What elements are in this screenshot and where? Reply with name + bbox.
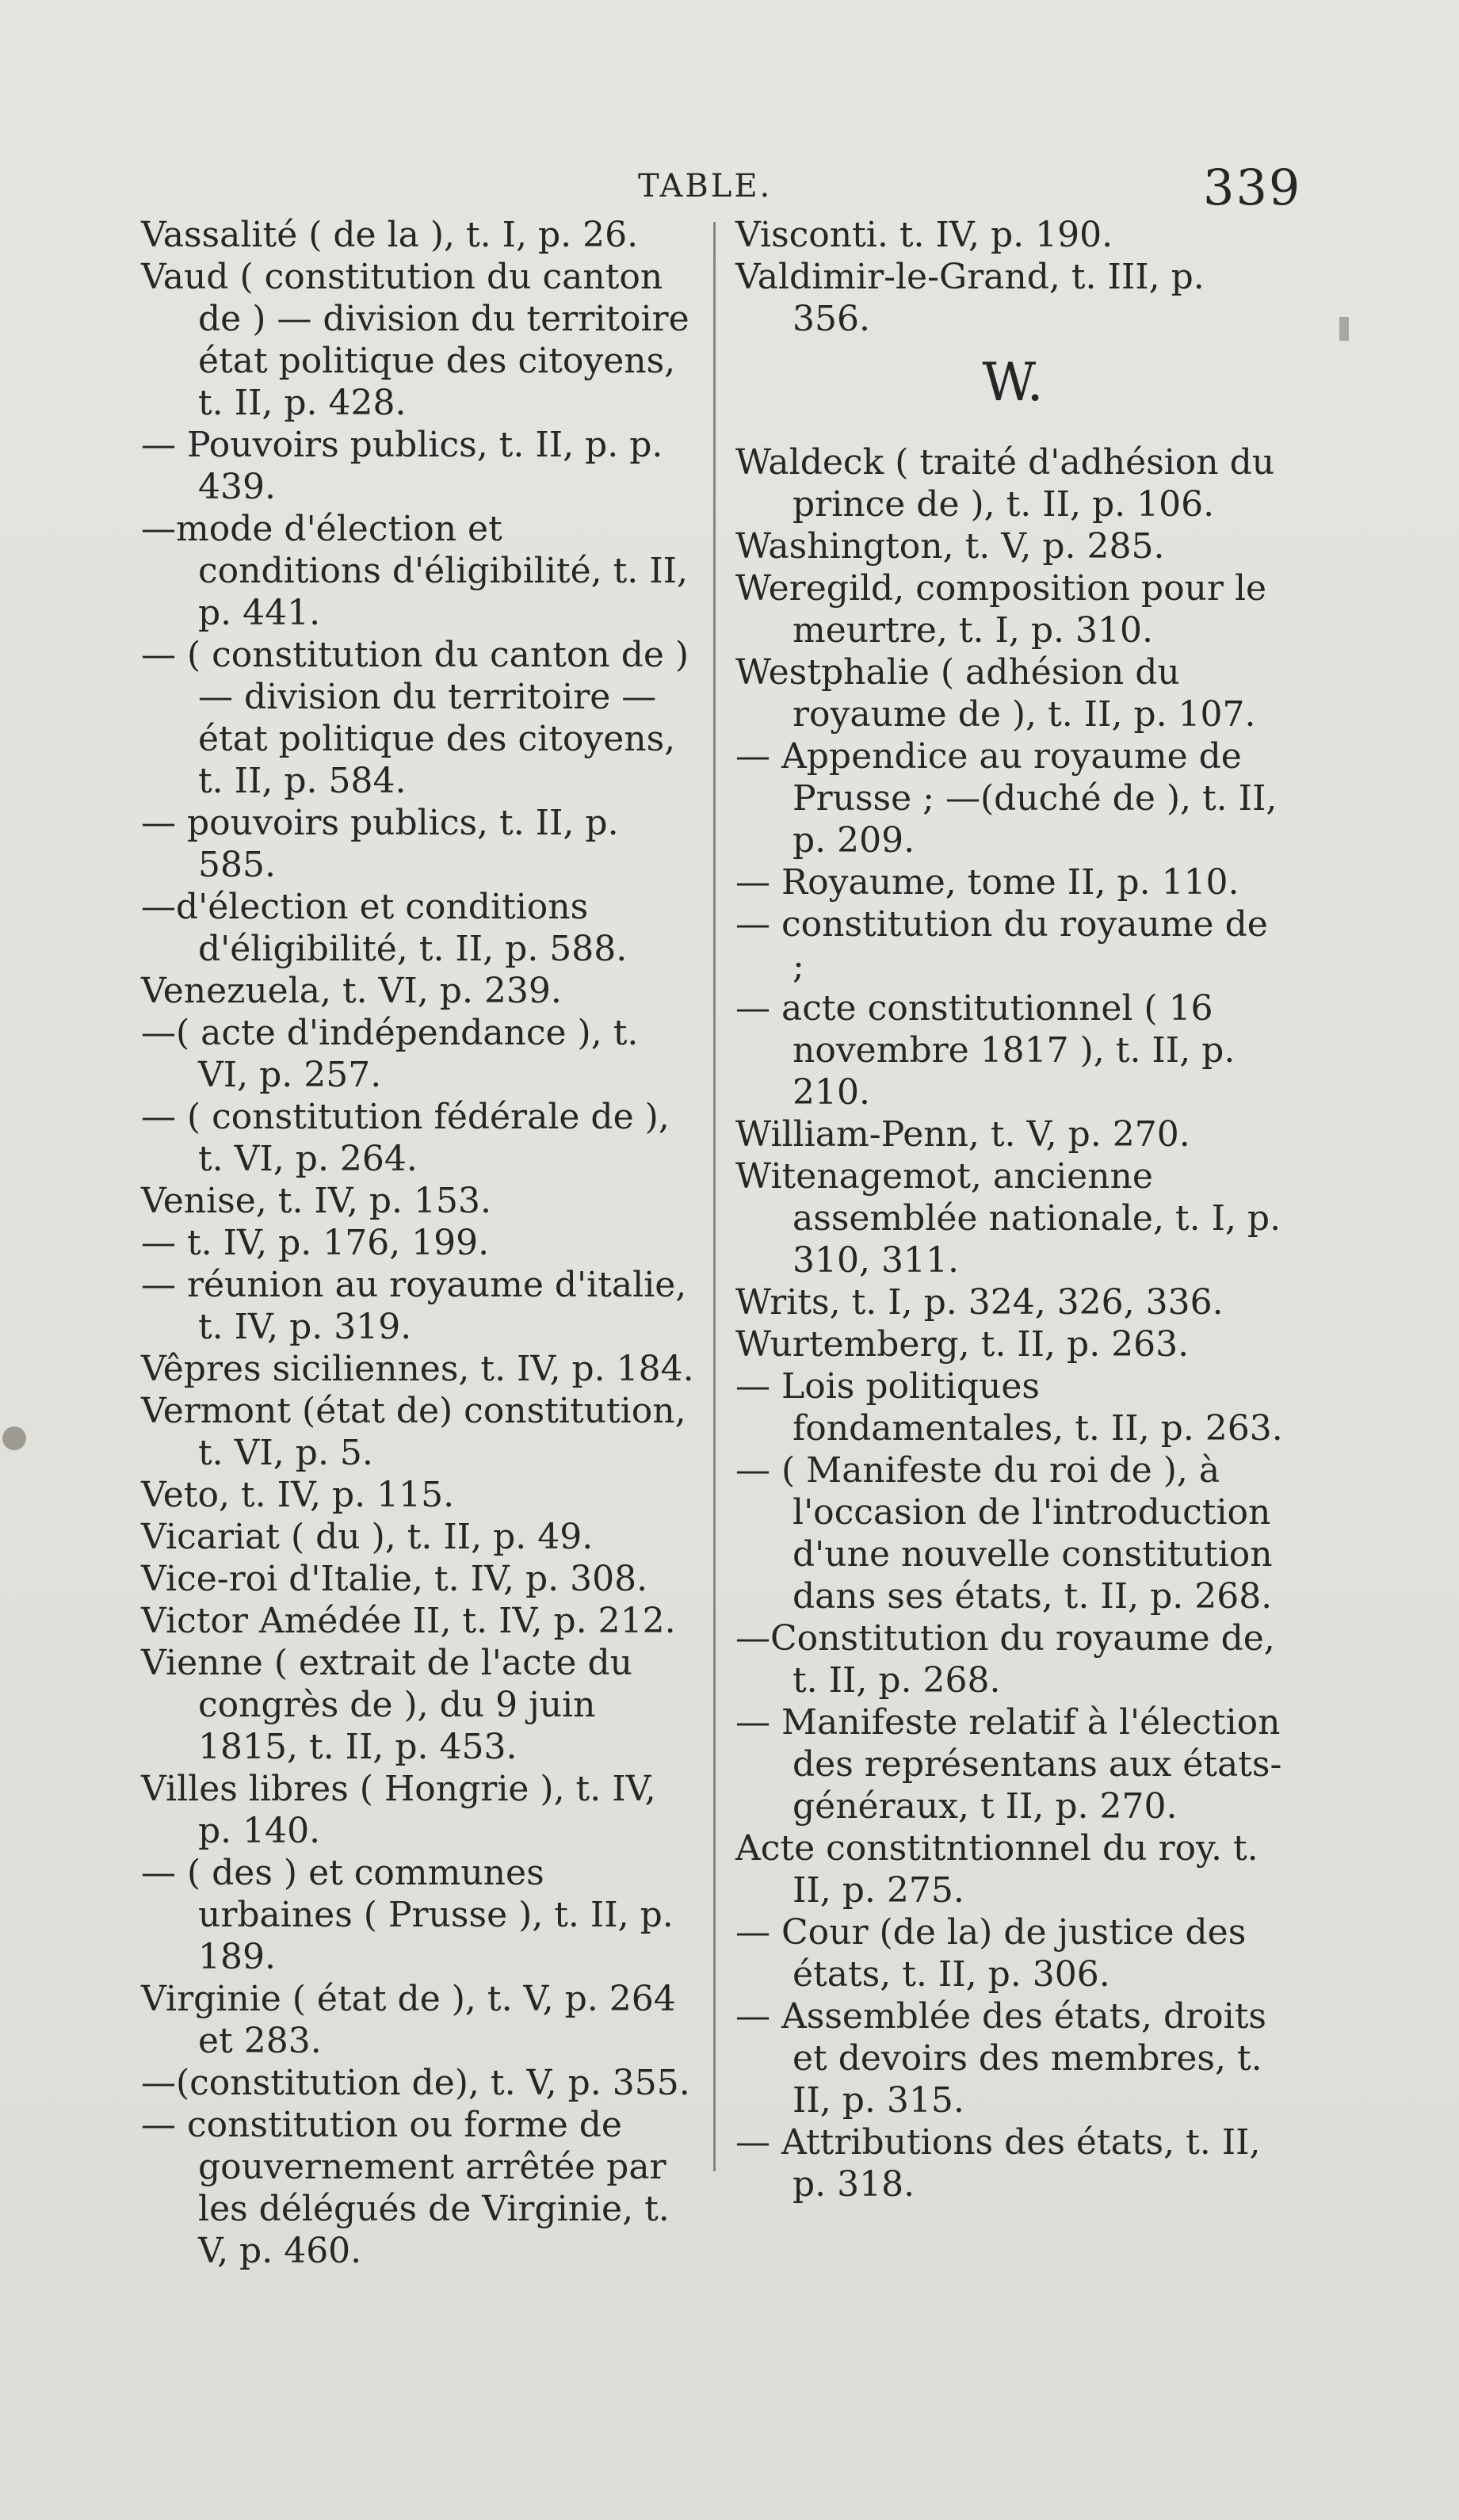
running-title: TABLE.: [638, 168, 773, 204]
index-entry: — ( constitution fédérale de ), t. VI, p. 264.: [141, 1097, 670, 1179]
index-entry: Westphalie ( adhésion du royaume de ), t. II, p. 107.: [735, 652, 1256, 735]
index-entries-w: [735, 441, 1290, 2205]
index-entry: — Cour (de la) de justice des états, t. II, p. 306.: [735, 1912, 1247, 1995]
index-entry: William-Penn, t. V, p. 270.: [735, 1114, 1190, 1155]
index-entry: Veto, t. IV, p. 115.: [141, 1475, 455, 1515]
index-entry: —( acte d'indépendance ), t. VI, p. 257.: [141, 1013, 639, 1095]
column-divider: [713, 222, 716, 2171]
index-entry: — t. IV, p. 176, 199.: [141, 1223, 490, 1263]
index-entry: —mode d'élection et conditions d'éligibilité, t. II, p. 441.: [141, 509, 689, 633]
index-entry: Vermont (état de) constitution, t. VI, p. 5.: [141, 1391, 686, 1473]
index-entry: — constitution du royaume de ;: [735, 904, 1268, 987]
index-entry: Vienne ( extrait de l'acte du congrès de ), du 9 juin 1815, t. II, p. 453.: [141, 1643, 632, 1767]
index-entry: Vicariat ( du ), t. II, p. 49.: [141, 1517, 594, 1557]
index-entry: — Attributions des états, t. II, p. 318.: [735, 2122, 1261, 2205]
ink-stain: [2, 1426, 26, 1450]
index-entry: Acte constitntionnel du roy. t. II, p. 275.: [735, 1828, 1258, 1911]
index-entry: Vaud ( constitution du canton de ) — division du territoire état politique des citoyens, t. II, p. 428.: [141, 257, 689, 423]
index-entry: — ( constitution du canton de ) — division du territoire — état politique des citoyens, t. II, p. 584.: [141, 635, 689, 801]
index-entry: Victor Amédée II, t. IV, p. 212.: [141, 1601, 676, 1641]
index-entry: Wurtemberg, t. II, p. 263.: [735, 1324, 1190, 1365]
index-entry: — pouvoirs publics, t. II, p. 585.: [141, 803, 619, 885]
index-entry: Virginie ( état de ), t. V, p. 264 et 283.: [141, 1979, 676, 2061]
index-entry: — Pouvoirs publics, t. II, p. p. 439.: [141, 425, 663, 507]
page-number: 339: [1203, 158, 1302, 216]
index-entry: — Manifeste relatif à l'élection des représentans aux états-généraux, t II, p. 270.: [735, 1702, 1282, 1827]
index-entry: — acte constitutionnel ( 16 novembre 1817 ), t. II, p. 210.: [735, 988, 1236, 1113]
index-entry: —(constitution de), t. V, p. 355.: [141, 2063, 690, 2103]
section-letter: W.: [982, 352, 1044, 413]
index-entry: — Royaume, tome II, p. 110.: [735, 862, 1239, 903]
index-entry: — ( des ) et communes urbaines ( Prusse ), t. II, p. 189.: [141, 1853, 674, 1977]
index-entry: — Assemblée des états, droits et devoirs des membres, t. II, p. 315.: [735, 1996, 1266, 2121]
index-entry: — Appendice au royaume de Prusse ; —(duché de ), t. II, p. 209.: [735, 736, 1278, 861]
index-entry: Washington, t. V, p. 285.: [735, 526, 1165, 567]
index-entry: Vice-roi d'Italie, t. IV, p. 308.: [141, 1559, 648, 1599]
index-entry: Visconti. t. IV, p. 190.: [735, 215, 1113, 255]
index-entries-v-continued: [735, 214, 1290, 340]
index-entry: — ( Manifeste du roi de ), à l'occasion de l'introduction d'une nouvelle constitution dans ses états, t. II, p. 268.: [735, 1450, 1273, 1617]
index-entry: — réunion au royaume d'italie, t. IV, p. 319.: [141, 1265, 687, 1347]
index-entry: Villes libres ( Hongrie ), t. IV, p. 140.: [141, 1769, 656, 1851]
index-entry: — Lois politiques fondamentales, t. II, p. 263.: [735, 1366, 1283, 1449]
ink-mark: [1339, 317, 1349, 341]
index-entry: — constitution ou forme de gouvernement arrêtée par les délégués de Virginie, t. V, p. 460.: [141, 2105, 670, 2271]
index-column-left: [141, 214, 696, 2272]
index-entry: —Constitution du royaume de, t. II, p. 268.: [735, 1618, 1275, 1701]
page-header: [0, 158, 1459, 222]
index-column-right: [735, 214, 1290, 2205]
index-entry: Weregild, composition pour le meurtre, t. I, p. 310.: [735, 568, 1267, 651]
index-entry: —d'élection et conditions d'éligibilité, t. II, p. 588.: [141, 887, 628, 969]
index-entry: Vassalité ( de la ), t. I, p. 26.: [141, 215, 639, 255]
index-entry: Witenagemot, ancienne assemblée nationale, t. I, p. 310, 311.: [735, 1156, 1281, 1281]
index-entry: Waldeck ( traité d'adhésion du prince de ), t. II, p. 106.: [735, 442, 1275, 525]
index-entry: Writs, t. I, p. 324, 326, 336.: [735, 1282, 1224, 1323]
index-entry: Vêpres siciliennes, t. IV, p. 184.: [141, 1349, 694, 1389]
index-entry: Venezuela, t. VI, p. 239.: [141, 971, 562, 1011]
index-entry: Valdimir-le-Grand, t. III, p. 356.: [735, 257, 1205, 339]
index-entry: Venise, t. IV, p. 153.: [141, 1181, 491, 1221]
